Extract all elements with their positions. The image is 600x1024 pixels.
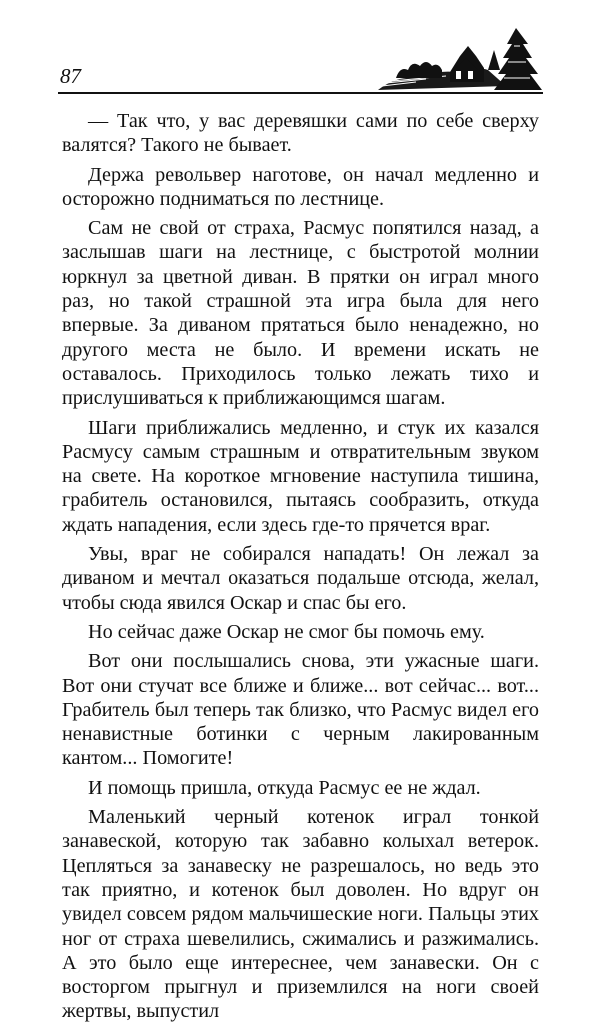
page-header — [58, 26, 543, 98]
paragraph: Увы, враг не собирался нападать! Он лежал за диваном и мечтал оказаться подальше отсюда, желал, чтобы сюда явился Оскар и спас бы его. — [62, 543, 539, 614]
body-text — [62, 109, 539, 1024]
paragraph: Шаги приближались медленно, и стук их казался Расмусу самым страшным и отвратительным звуком на свете. На короткое мгновение наступила тишина, грабитель остановился, пытаясь сообразить, откуда ждать нападения, если здесь где-то прячется враг. — [62, 416, 539, 536]
page-number: 87 — [60, 64, 81, 88]
paragraph: Сам не свой от страха, Расмус попятился назад, а заслышав шаги на лестнице, с быстротой молнии юркнул за цветной диван. В прятки он играл много раз, но такой страшной эта игра была для него впервые. За диваном прятаться было ненадежно, но другого места не было. И времени искать не оставалось. Приходилось только лежать тихо и прислушиваться к приближающимся шагам. — [62, 217, 539, 410]
header-rule — [58, 92, 543, 94]
forest-house-vignette-icon — [376, 26, 543, 94]
paragraph: Держа револьвер наготове, он начал медленно и осторожно подниматься по лестнице. — [62, 163, 539, 210]
paragraph: — Так что, у вас деревяшки сами по себе сверху валятся? Такого не бывает. — [62, 110, 539, 157]
paragraph: И помощь пришла, откуда Расмус ее не ждал. — [88, 776, 481, 799]
paragraph: Маленький черный котенок играл тонкой занавеской, которую так забавно колыхал ветерок. Цепляться за занавеску не разрешалось, но ведь это так приятно, и котенок был доволен. Но вдруг он увидел совсем рядом мальчишеские ноги. Пальцы этих ног от страха шевелились, сжимались и разжимались. А это было еще интереснее, чем занавески. Он с восторгом прыгнул и приземлился на ноги своей жертвы, выпустил — [62, 806, 539, 1023]
paragraph: Но сейчас даже Оскар не смог бы помочь ему. — [88, 620, 485, 643]
paragraph: Вот они послышались снова, эти ужасные шаги. Вот они стучат все ближе и ближе... вот сейчас... вот... Грабитель был теперь так близко, что Расмус видел его ненавистные ботинки с черным лакированным кантом... Помогите! — [62, 650, 539, 770]
